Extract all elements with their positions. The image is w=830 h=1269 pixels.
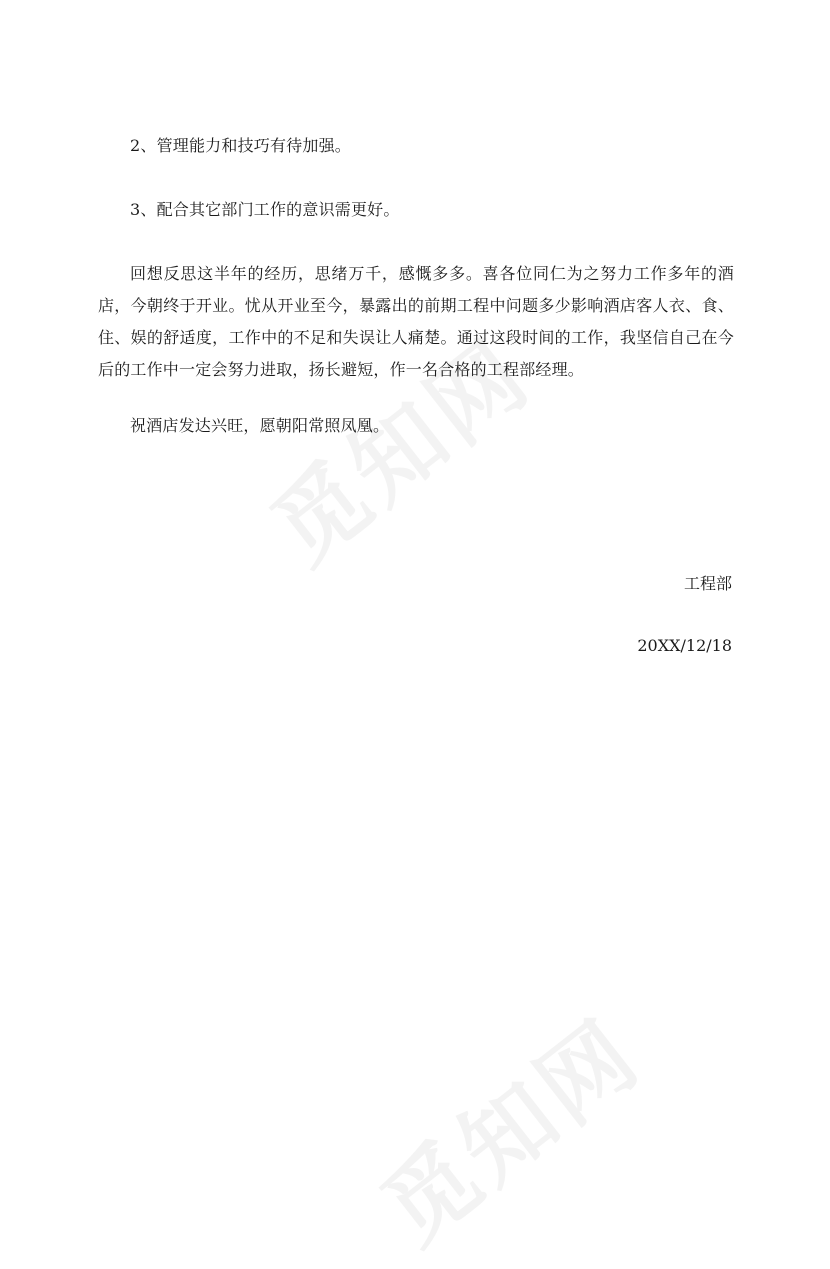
paragraph-blessing: 祝酒店发达兴旺，愿朝阳常照凤凰。	[130, 416, 390, 435]
paragraph-item-3: 3、配合其它部门工作的意识需更好。	[130, 200, 400, 219]
paragraph-reflection: 回想反思这半年的经历，思绪万千，感慨多多。喜各位同仁为之努力工作多年的酒店，今朝终于开业。忧从开业至今，暴露出的前期工程中问题多少影响酒店客人衣、食、住、娱的舒适度，工作中的不足和失误让人痛楚。通过这段时间的工作，我坚信自己在今后的工作中一定会努力进取，扬长避短，作一名合格的工程部经理。	[98, 264, 734, 379]
watermark-lower	[351, 983, 664, 1268]
signature-date: 20XX/12/18	[637, 636, 732, 655]
signature-department: 工程部	[683, 574, 732, 593]
paragraph-item-2: 2、管理能力和技巧有待加强。	[130, 136, 351, 155]
